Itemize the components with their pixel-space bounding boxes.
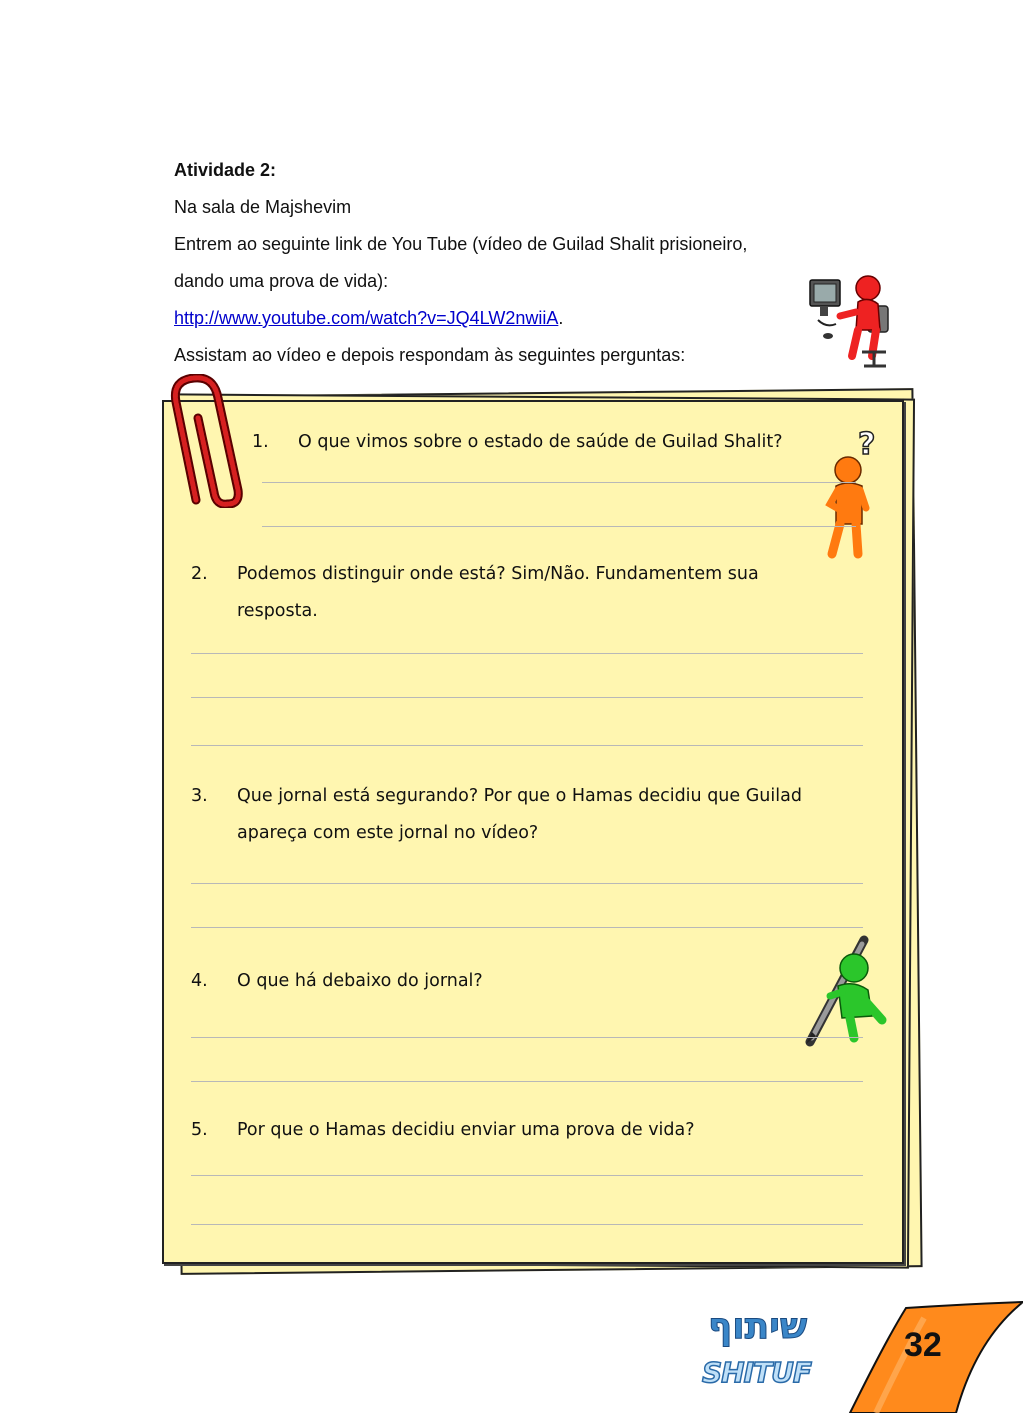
link-suffix: .	[558, 308, 564, 328]
youtube-link[interactable]: http://www.youtube.com/watch?v=JQ4LW2nwiiA	[174, 308, 559, 328]
answer-line[interactable]	[191, 927, 863, 928]
intro-line-room: Na sala de Majshevim	[174, 197, 352, 217]
question-number: 1.	[252, 432, 269, 452]
intro-line-instructions-cont: dando uma prova de vida):	[174, 271, 389, 291]
logo-latin: SHITUF	[702, 1356, 811, 1389]
question-text: Por que o Hamas decidiu enviar uma prova de vida?	[237, 1120, 695, 1140]
answer-line[interactable]	[191, 697, 863, 698]
answer-line[interactable]	[262, 482, 856, 483]
answer-line[interactable]	[191, 745, 863, 746]
question-2	[191, 556, 821, 630]
page-number: 32	[904, 1326, 942, 1364]
question-3	[191, 778, 863, 852]
paperclip-icon	[168, 374, 254, 508]
intro-link-line	[174, 300, 854, 337]
question-text: Que jornal está segurando? Por que o Hamas decidiu que Guilad apareça com este jornal no vídeo?	[237, 786, 802, 843]
intro-line-task: Assistam ao vídeo e depois respondam às seguintes perguntas:	[174, 345, 686, 365]
answer-line[interactable]	[191, 1175, 863, 1176]
question-text: O que vimos sobre o estado de saúde de Guilad Shalit?	[298, 432, 783, 452]
computer-user-icon	[806, 268, 892, 368]
answer-line[interactable]	[191, 653, 863, 654]
logo-hebrew: שיתוף	[708, 1306, 808, 1347]
answer-line[interactable]	[191, 1224, 863, 1225]
svg-text:?: ?	[858, 427, 876, 462]
answer-line[interactable]	[262, 526, 856, 527]
intro-line-instructions: Entrem ao seguinte link de You Tube (vídeo de Guilad Shalit prisioneiro,	[174, 234, 748, 254]
question-text: Podemos distinguir onde está? Sim/Não. Fundamentem sua resposta.	[237, 564, 759, 621]
question-text: O que há debaixo do jornal?	[237, 971, 483, 991]
answer-line[interactable]	[191, 1081, 863, 1082]
question-number: 4.	[191, 971, 208, 991]
question-number: 3.	[191, 786, 208, 806]
pencil-figure-icon	[802, 932, 890, 1048]
question-number: 5.	[191, 1120, 208, 1140]
activity-heading: Atividade 2:	[174, 160, 277, 180]
answer-line[interactable]	[191, 883, 863, 884]
question-number: 2.	[191, 564, 208, 584]
intro-section	[174, 152, 854, 374]
answer-line[interactable]	[191, 1037, 863, 1038]
question-4	[191, 963, 791, 1000]
question-5	[191, 1112, 851, 1149]
question-1	[252, 424, 832, 461]
shituf-logo	[700, 1306, 830, 1396]
